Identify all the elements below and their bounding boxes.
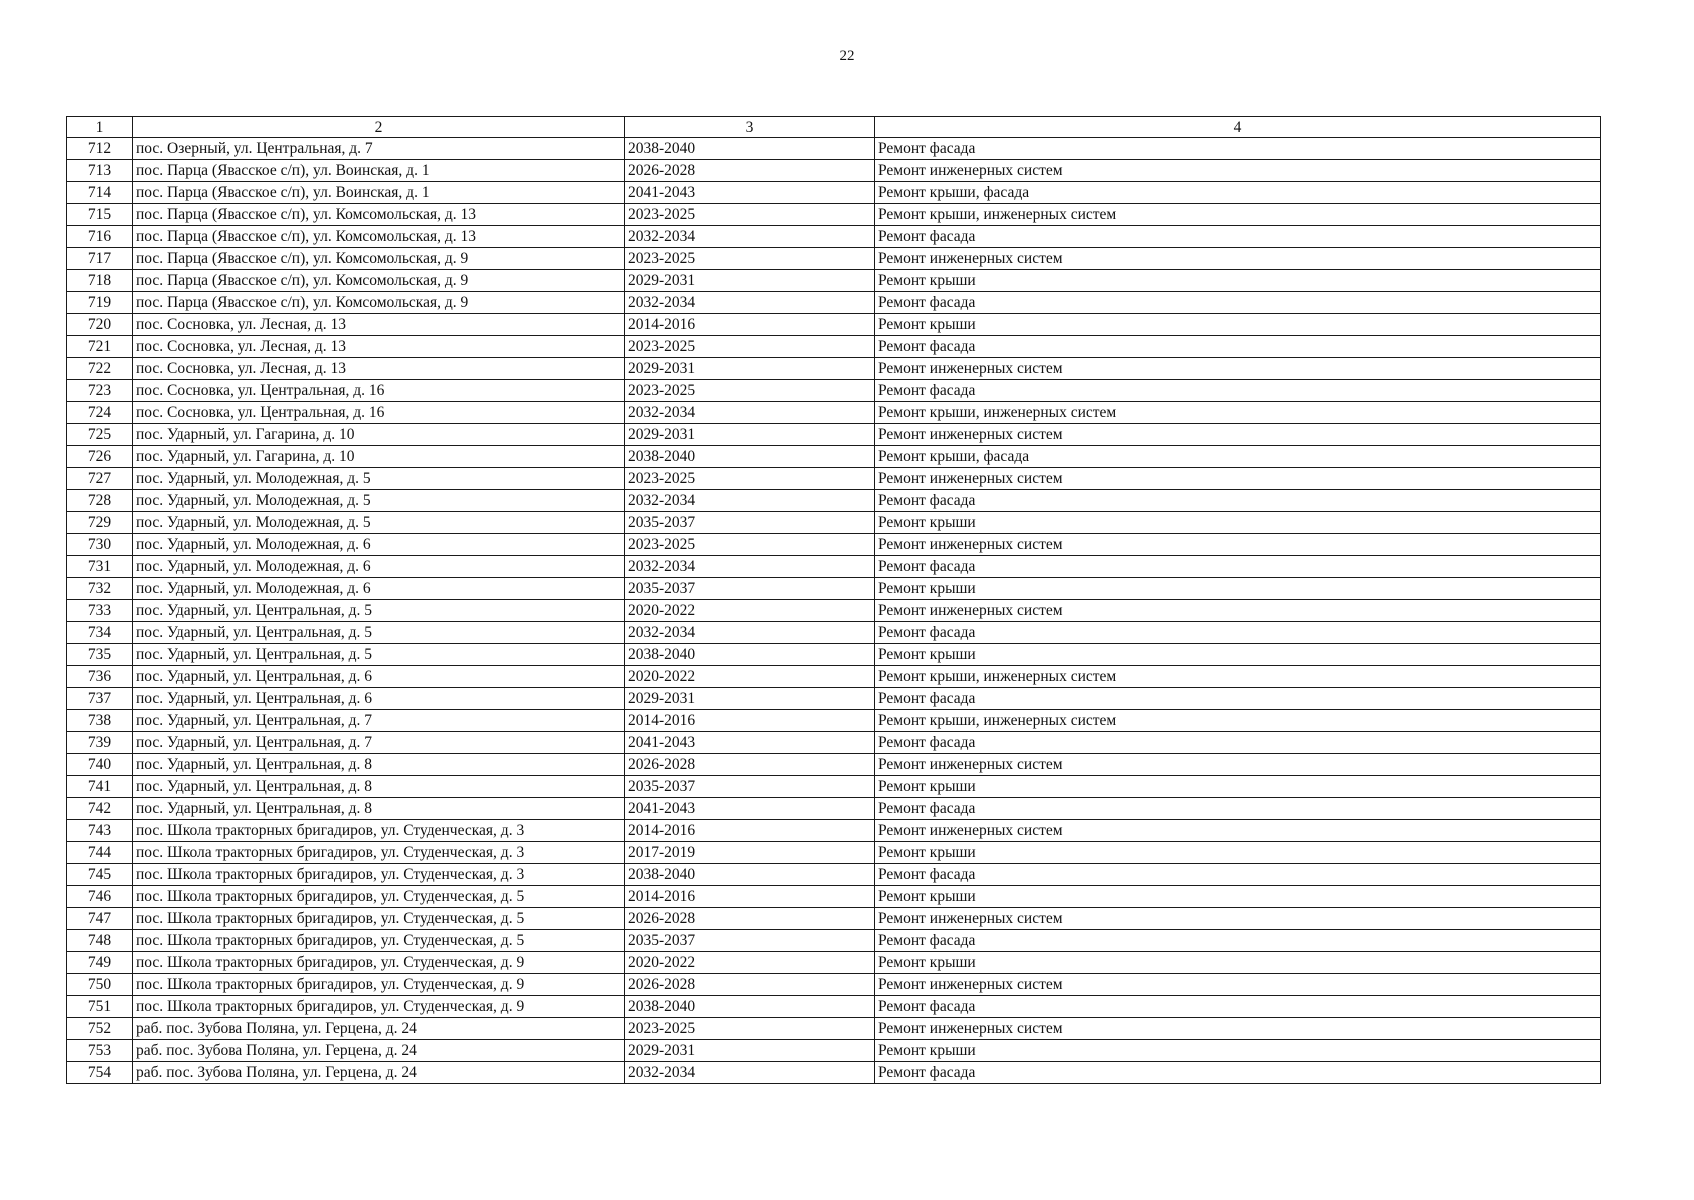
period-cell: 2026-2028 — [625, 754, 875, 776]
work-type-cell: Ремонт крыши, инженерных систем — [875, 402, 1601, 424]
period-cell: 2023-2025 — [625, 204, 875, 226]
row-number-cell: 729 — [67, 512, 133, 534]
row-number-cell: 731 — [67, 556, 133, 578]
work-type-cell: Ремонт инженерных систем — [875, 160, 1601, 182]
address-cell: пос. Сосновка, ул. Центральная, д. 16 — [133, 402, 625, 424]
address-cell: пос. Школа тракторных бригадиров, ул. Студенческая, д. 5 — [133, 886, 625, 908]
address-cell: пос. Школа тракторных бригадиров, ул. Студенческая, д. 5 — [133, 908, 625, 930]
period-cell: 2038-2040 — [625, 996, 875, 1018]
period-cell: 2032-2034 — [625, 556, 875, 578]
table-row — [67, 380, 1601, 402]
period-cell: 2023-2025 — [625, 248, 875, 270]
period-cell: 2029-2031 — [625, 270, 875, 292]
repair-schedule-table — [66, 116, 1601, 1084]
row-number-cell: 736 — [67, 666, 133, 688]
table-row — [67, 512, 1601, 534]
table-row — [67, 754, 1601, 776]
work-type-cell: Ремонт крыши, фасада — [875, 182, 1601, 204]
period-cell: 2029-2031 — [625, 1040, 875, 1062]
row-number-cell: 735 — [67, 644, 133, 666]
address-cell: пос. Сосновка, ул. Лесная, д. 13 — [133, 336, 625, 358]
work-type-cell: Ремонт инженерных систем — [875, 424, 1601, 446]
address-cell: пос. Парца (Явасское с/п), ул. Воинская, д. 1 — [133, 182, 625, 204]
table-row — [67, 732, 1601, 754]
table-row — [67, 908, 1601, 930]
row-number-cell: 747 — [67, 908, 133, 930]
address-cell: пос. Сосновка, ул. Лесная, д. 13 — [133, 358, 625, 380]
row-number-cell: 717 — [67, 248, 133, 270]
header-row — [67, 117, 1601, 138]
period-cell: 2041-2043 — [625, 732, 875, 754]
address-cell: пос. Школа тракторных бригадиров, ул. Студенческая, д. 3 — [133, 820, 625, 842]
period-cell: 2038-2040 — [625, 644, 875, 666]
row-number-cell: 713 — [67, 160, 133, 182]
period-cell: 2026-2028 — [625, 908, 875, 930]
period-cell: 2038-2040 — [625, 864, 875, 886]
table-row — [67, 270, 1601, 292]
table-row — [67, 622, 1601, 644]
address-cell: пос. Ударный, ул. Центральная, д. 5 — [133, 600, 625, 622]
address-cell: пос. Сосновка, ул. Центральная, д. 16 — [133, 380, 625, 402]
work-type-cell: Ремонт крыши — [875, 952, 1601, 974]
row-number-cell: 721 — [67, 336, 133, 358]
work-type-cell: Ремонт фасада — [875, 336, 1601, 358]
work-type-cell: Ремонт фасада — [875, 226, 1601, 248]
table-row — [67, 600, 1601, 622]
address-cell: пос. Ударный, ул. Центральная, д. 5 — [133, 644, 625, 666]
period-cell: 2023-2025 — [625, 1018, 875, 1040]
row-number-cell: 715 — [67, 204, 133, 226]
work-type-cell: Ремонт крыши — [875, 644, 1601, 666]
row-number-cell: 746 — [67, 886, 133, 908]
table-body — [67, 117, 1601, 1084]
period-cell: 2014-2016 — [625, 820, 875, 842]
address-cell: пос. Ударный, ул. Центральная, д. 8 — [133, 798, 625, 820]
address-cell: пос. Школа тракторных бригадиров, ул. Студенческая, д. 9 — [133, 974, 625, 996]
address-cell: раб. пос. Зубова Поляна, ул. Герцена, д. 24 — [133, 1040, 625, 1062]
address-cell: пос. Ударный, ул. Молодежная, д. 5 — [133, 468, 625, 490]
table-row — [67, 424, 1601, 446]
work-type-cell: Ремонт инженерных систем — [875, 754, 1601, 776]
column-header: 4 — [875, 117, 1601, 138]
table-row — [67, 1018, 1601, 1040]
address-cell: пос. Парца (Явасское с/п), ул. Комсомольская, д. 9 — [133, 248, 625, 270]
work-type-cell: Ремонт фасада — [875, 380, 1601, 402]
table-row — [67, 138, 1601, 160]
row-number-cell: 744 — [67, 842, 133, 864]
table-row — [67, 248, 1601, 270]
address-cell: раб. пос. Зубова Поляна, ул. Герцена, д. 24 — [133, 1062, 625, 1084]
row-number-cell: 739 — [67, 732, 133, 754]
table-row — [67, 776, 1601, 798]
work-type-cell: Ремонт инженерных систем — [875, 974, 1601, 996]
table-row — [67, 820, 1601, 842]
work-type-cell: Ремонт фасада — [875, 864, 1601, 886]
table-row — [67, 314, 1601, 336]
row-number-cell: 740 — [67, 754, 133, 776]
address-cell: пос. Школа тракторных бригадиров, ул. Студенческая, д. 9 — [133, 952, 625, 974]
table-row — [67, 336, 1601, 358]
address-cell: пос. Ударный, ул. Центральная, д. 8 — [133, 754, 625, 776]
table-row — [67, 292, 1601, 314]
work-type-cell: Ремонт фасада — [875, 138, 1601, 160]
table-row — [67, 952, 1601, 974]
work-type-cell: Ремонт крыши — [875, 270, 1601, 292]
row-number-cell: 748 — [67, 930, 133, 952]
table-row — [67, 1062, 1601, 1084]
work-type-cell: Ремонт крыши — [875, 578, 1601, 600]
table-row — [67, 842, 1601, 864]
work-type-cell: Ремонт фасада — [875, 622, 1601, 644]
work-type-cell: Ремонт инженерных систем — [875, 358, 1601, 380]
work-type-cell: Ремонт инженерных систем — [875, 908, 1601, 930]
work-type-cell: Ремонт крыши, инженерных систем — [875, 204, 1601, 226]
address-cell: пос. Ударный, ул. Центральная, д. 7 — [133, 732, 625, 754]
address-cell: пос. Ударный, ул. Гагарина, д. 10 — [133, 424, 625, 446]
row-number-cell: 728 — [67, 490, 133, 512]
address-cell: пос. Школа тракторных бригадиров, ул. Студенческая, д. 3 — [133, 864, 625, 886]
table-row — [67, 930, 1601, 952]
table-row — [67, 578, 1601, 600]
work-type-cell: Ремонт крыши — [875, 842, 1601, 864]
row-number-cell: 730 — [67, 534, 133, 556]
period-cell: 2026-2028 — [625, 160, 875, 182]
row-number-cell: 737 — [67, 688, 133, 710]
row-number-cell: 742 — [67, 798, 133, 820]
table-row — [67, 226, 1601, 248]
row-number-cell: 720 — [67, 314, 133, 336]
table-row — [67, 556, 1601, 578]
work-type-cell: Ремонт крыши, инженерных систем — [875, 666, 1601, 688]
period-cell: 2020-2022 — [625, 952, 875, 974]
period-cell: 2029-2031 — [625, 424, 875, 446]
work-type-cell: Ремонт крыши — [875, 512, 1601, 534]
table-row — [67, 490, 1601, 512]
table-row — [67, 160, 1601, 182]
row-number-cell: 734 — [67, 622, 133, 644]
period-cell: 2035-2037 — [625, 512, 875, 534]
address-cell: пос. Ударный, ул. Молодежная, д. 6 — [133, 578, 625, 600]
period-cell: 2032-2034 — [625, 226, 875, 248]
period-cell: 2032-2034 — [625, 490, 875, 512]
work-type-cell: Ремонт крыши — [875, 776, 1601, 798]
table-row — [67, 974, 1601, 996]
column-header: 2 — [133, 117, 625, 138]
row-number-cell: 750 — [67, 974, 133, 996]
row-number-cell: 733 — [67, 600, 133, 622]
address-cell: пос. Озерный, ул. Центральная, д. 7 — [133, 138, 625, 160]
table-row — [67, 886, 1601, 908]
row-number-cell: 752 — [67, 1018, 133, 1040]
period-cell: 2038-2040 — [625, 138, 875, 160]
period-cell: 2029-2031 — [625, 688, 875, 710]
address-cell: пос. Ударный, ул. Центральная, д. 8 — [133, 776, 625, 798]
work-type-cell: Ремонт крыши, инженерных систем — [875, 710, 1601, 732]
table-row — [67, 666, 1601, 688]
work-type-cell: Ремонт фасада — [875, 688, 1601, 710]
address-cell: пос. Парца (Явасское с/п), ул. Комсомольская, д. 13 — [133, 204, 625, 226]
work-type-cell: Ремонт крыши — [875, 1040, 1601, 1062]
table-row — [67, 402, 1601, 424]
work-type-cell: Ремонт фасада — [875, 292, 1601, 314]
row-number-cell: 726 — [67, 446, 133, 468]
page-number: 22 — [839, 48, 855, 64]
table-row — [67, 358, 1601, 380]
row-number-cell: 751 — [67, 996, 133, 1018]
column-header: 3 — [625, 117, 875, 138]
address-cell: пос. Школа тракторных бригадиров, ул. Студенческая, д. 9 — [133, 996, 625, 1018]
column-header: 1 — [67, 117, 133, 138]
period-cell: 2017-2019 — [625, 842, 875, 864]
work-type-cell: Ремонт фасада — [875, 490, 1601, 512]
period-cell: 2020-2022 — [625, 666, 875, 688]
row-number-cell: 741 — [67, 776, 133, 798]
table-row — [67, 864, 1601, 886]
row-number-cell: 724 — [67, 402, 133, 424]
work-type-cell: Ремонт инженерных систем — [875, 1018, 1601, 1040]
work-type-cell: Ремонт фасада — [875, 732, 1601, 754]
address-cell: пос. Ударный, ул. Центральная, д. 6 — [133, 688, 625, 710]
work-type-cell: Ремонт инженерных систем — [875, 820, 1601, 842]
row-number-cell: 749 — [67, 952, 133, 974]
period-cell: 2032-2034 — [625, 1062, 875, 1084]
work-type-cell: Ремонт инженерных систем — [875, 534, 1601, 556]
work-type-cell: Ремонт крыши, фасада — [875, 446, 1601, 468]
table-row — [67, 798, 1601, 820]
address-cell: пос. Ударный, ул. Молодежная, д. 5 — [133, 490, 625, 512]
row-number-cell: 738 — [67, 710, 133, 732]
address-cell: пос. Парца (Явасское с/п), ул. Комсомольская, д. 9 — [133, 270, 625, 292]
address-cell: пос. Парца (Явасское с/п), ул. Воинская, д. 1 — [133, 160, 625, 182]
table-row — [67, 688, 1601, 710]
table-row — [67, 710, 1601, 732]
row-number-cell: 718 — [67, 270, 133, 292]
row-number-cell: 745 — [67, 864, 133, 886]
address-cell: пос. Сосновка, ул. Лесная, д. 13 — [133, 314, 625, 336]
row-number-cell: 716 — [67, 226, 133, 248]
address-cell: пос. Ударный, ул. Центральная, д. 6 — [133, 666, 625, 688]
address-cell: пос. Парца (Явасское с/п), ул. Комсомольская, д. 9 — [133, 292, 625, 314]
address-cell: пос. Ударный, ул. Молодежная, д. 6 — [133, 534, 625, 556]
table-row — [67, 644, 1601, 666]
row-number-cell: 714 — [67, 182, 133, 204]
work-type-cell: Ремонт инженерных систем — [875, 248, 1601, 270]
address-cell: пос. Школа тракторных бригадиров, ул. Студенческая, д. 3 — [133, 842, 625, 864]
row-number-cell: 727 — [67, 468, 133, 490]
period-cell: 2023-2025 — [625, 336, 875, 358]
period-cell: 2035-2037 — [625, 930, 875, 952]
work-type-cell: Ремонт инженерных систем — [875, 468, 1601, 490]
row-number-cell: 732 — [67, 578, 133, 600]
work-type-cell: Ремонт фасада — [875, 1062, 1601, 1084]
period-cell: 2035-2037 — [625, 578, 875, 600]
table-row — [67, 534, 1601, 556]
table-row — [67, 468, 1601, 490]
period-cell: 2029-2031 — [625, 358, 875, 380]
work-type-cell: Ремонт фасада — [875, 798, 1601, 820]
work-type-cell: Ремонт фасада — [875, 996, 1601, 1018]
period-cell: 2023-2025 — [625, 534, 875, 556]
period-cell: 2023-2025 — [625, 468, 875, 490]
address-cell: пос. Ударный, ул. Молодежная, д. 5 — [133, 512, 625, 534]
address-cell: пос. Парца (Явасское с/п), ул. Комсомольская, д. 13 — [133, 226, 625, 248]
period-cell: 2020-2022 — [625, 600, 875, 622]
table-row — [67, 996, 1601, 1018]
period-cell: 2035-2037 — [625, 776, 875, 798]
period-cell: 2032-2034 — [625, 622, 875, 644]
period-cell: 2038-2040 — [625, 446, 875, 468]
period-cell: 2026-2028 — [625, 974, 875, 996]
work-type-cell: Ремонт крыши — [875, 886, 1601, 908]
work-type-cell: Ремонт крыши — [875, 314, 1601, 336]
row-number-cell: 723 — [67, 380, 133, 402]
work-type-cell: Ремонт инженерных систем — [875, 600, 1601, 622]
row-number-cell: 712 — [67, 138, 133, 160]
row-number-cell: 753 — [67, 1040, 133, 1062]
period-cell: 2041-2043 — [625, 182, 875, 204]
period-cell: 2014-2016 — [625, 314, 875, 336]
row-number-cell: 754 — [67, 1062, 133, 1084]
row-number-cell: 722 — [67, 358, 133, 380]
row-number-cell: 725 — [67, 424, 133, 446]
work-type-cell: Ремонт фасада — [875, 930, 1601, 952]
address-cell: пос. Ударный, ул. Гагарина, д. 10 — [133, 446, 625, 468]
work-type-cell: Ремонт фасада — [875, 556, 1601, 578]
period-cell: 2014-2016 — [625, 710, 875, 732]
address-cell: пос. Школа тракторных бригадиров, ул. Студенческая, д. 5 — [133, 930, 625, 952]
period-cell: 2041-2043 — [625, 798, 875, 820]
address-cell: пос. Ударный, ул. Центральная, д. 7 — [133, 710, 625, 732]
address-cell: пос. Ударный, ул. Центральная, д. 5 — [133, 622, 625, 644]
table-row — [67, 204, 1601, 226]
period-cell: 2014-2016 — [625, 886, 875, 908]
row-number-cell: 743 — [67, 820, 133, 842]
period-cell: 2023-2025 — [625, 380, 875, 402]
period-cell: 2032-2034 — [625, 402, 875, 424]
address-cell: раб. пос. Зубова Поляна, ул. Герцена, д. 24 — [133, 1018, 625, 1040]
row-number-cell: 719 — [67, 292, 133, 314]
table-row — [67, 446, 1601, 468]
table-row — [67, 182, 1601, 204]
address-cell: пос. Ударный, ул. Молодежная, д. 6 — [133, 556, 625, 578]
period-cell: 2032-2034 — [625, 292, 875, 314]
table-row — [67, 1040, 1601, 1062]
